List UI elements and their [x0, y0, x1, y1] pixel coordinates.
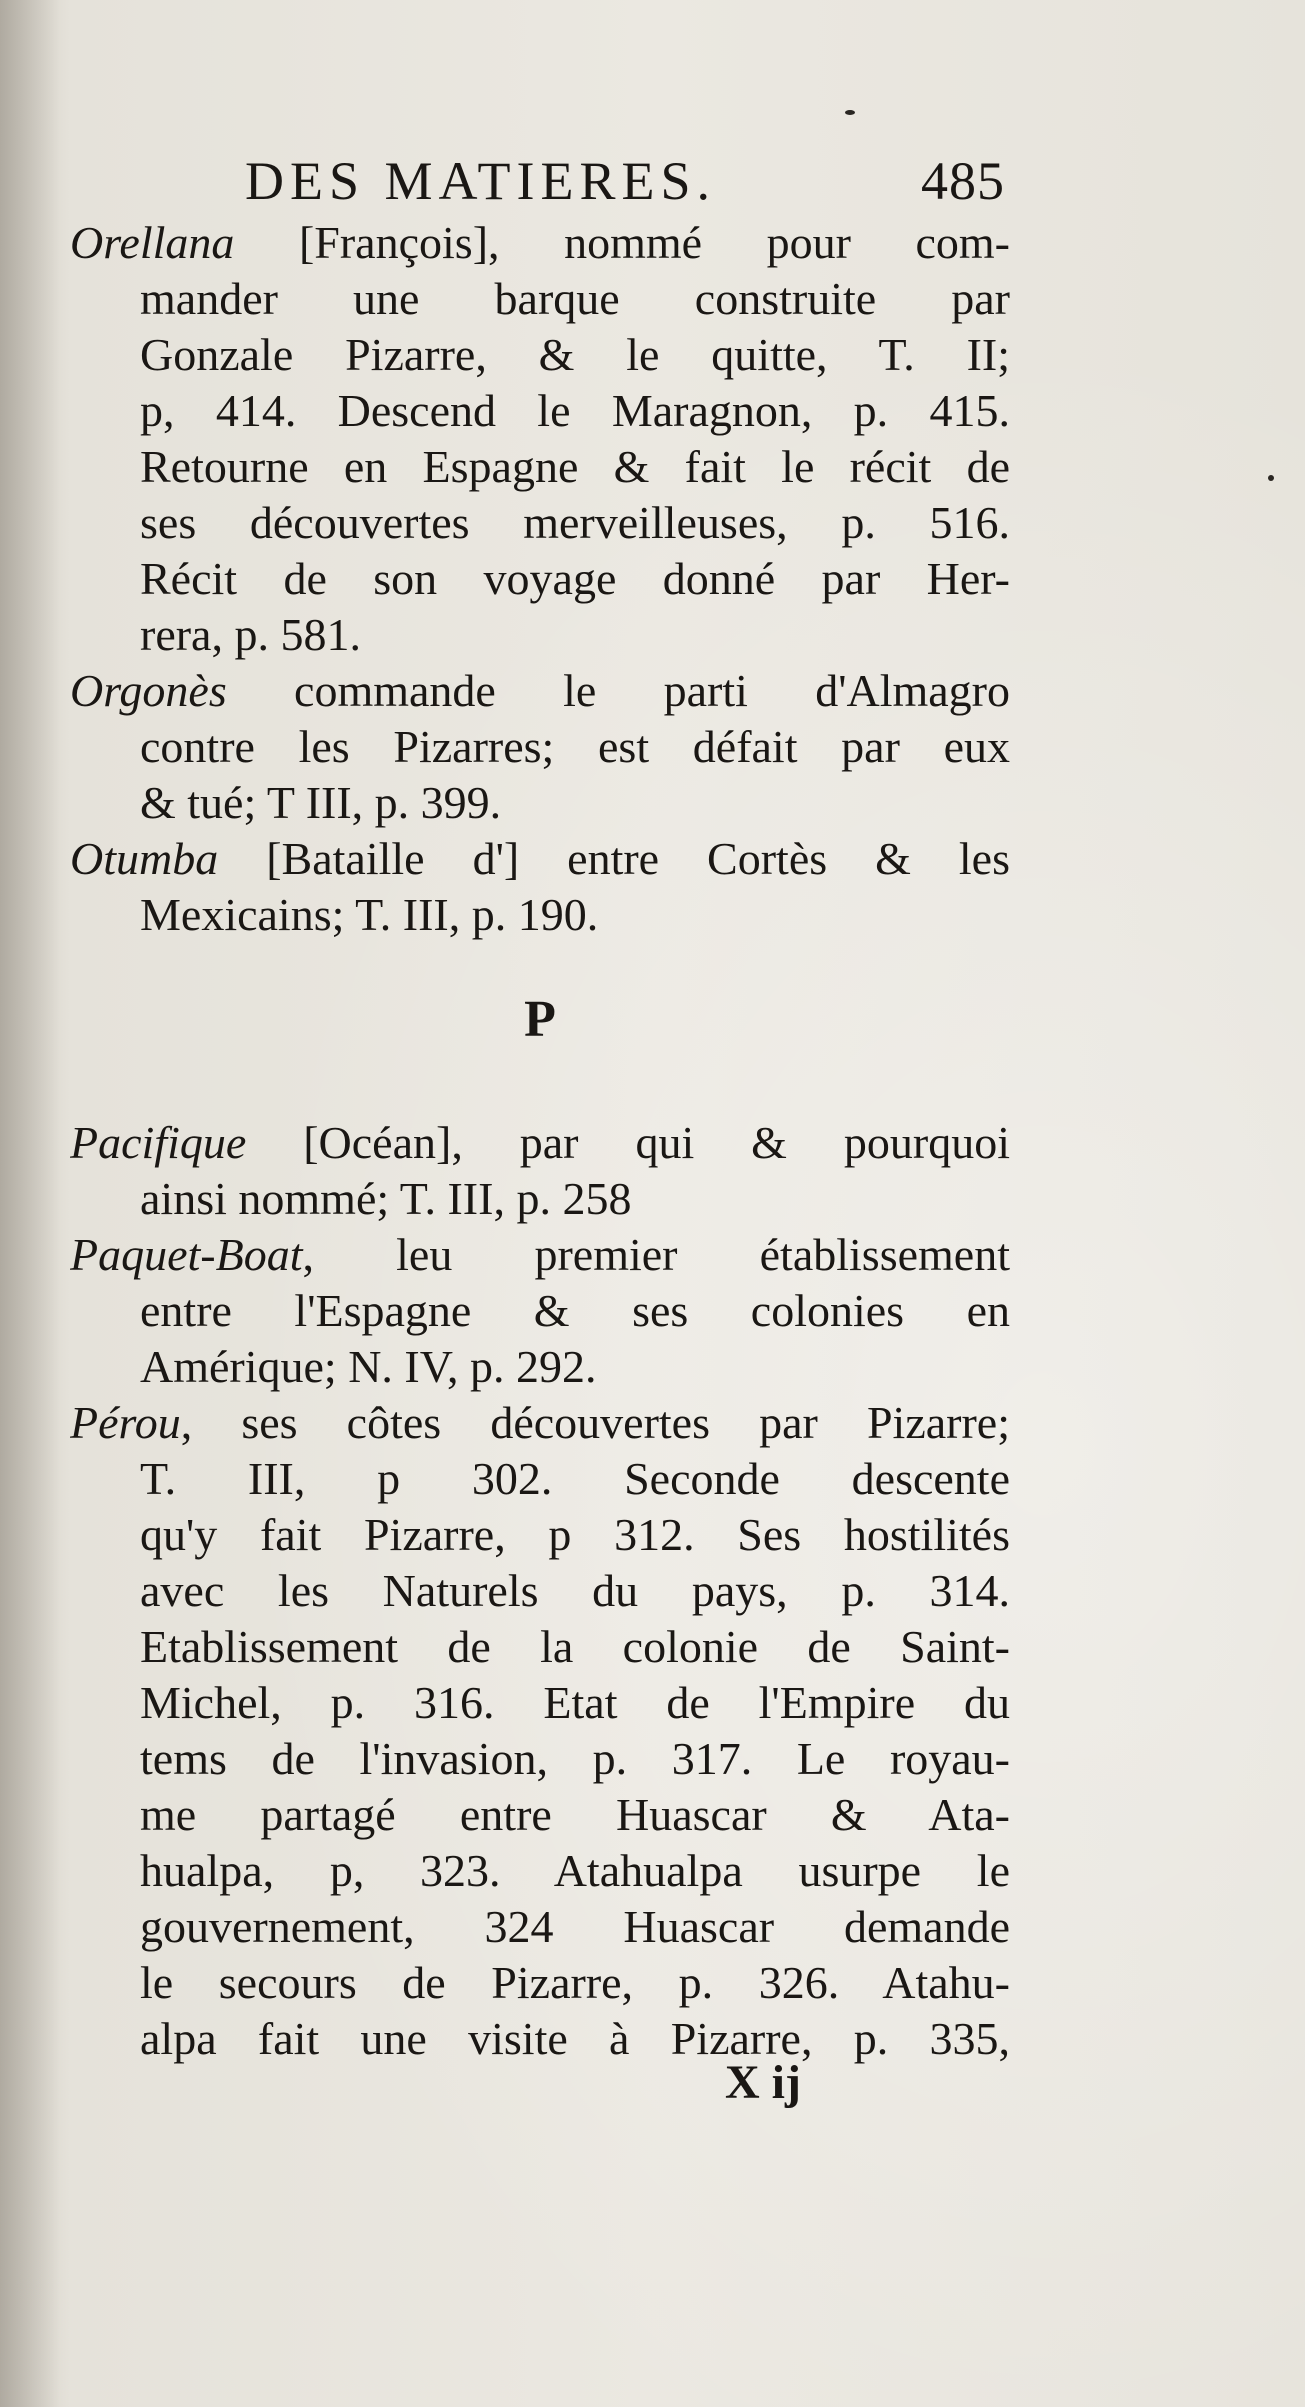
entry-headword: Paquet-Boat: [70, 1229, 303, 1280]
index-entry-line: Amérique; N. IV, p. 292.: [140, 1341, 597, 1392]
gutter-shadow: [0, 0, 60, 2407]
index-entry-line: Mexicains; T. III, p. 190.: [140, 889, 599, 940]
index-entry-line: le secours de Pizarre, p. 326. Atahu-: [140, 1957, 1010, 2008]
index-entry-line: p, 414. Descend le Maragnon, p. 415.: [140, 385, 1010, 436]
index-entry-line: rera, p. 581.: [140, 609, 361, 660]
running-head: [245, 150, 1005, 220]
index-entry-line: Paquet-Boat, leu premier établissement: [70, 1229, 1010, 1280]
index-entry-line: avec les Naturels du pays, p. 314.: [140, 1565, 1010, 1616]
ink-speck: [1268, 475, 1274, 481]
entry-headword: Otumba: [70, 833, 219, 884]
index-entry-line: Retourne en Espagne & fait le récit de: [140, 441, 1010, 492]
page-number: 485: [921, 151, 1005, 211]
index-block-o: [70, 215, 1010, 943]
running-head-title: DES MATIERES.: [245, 151, 717, 211]
index-entry-line: tems de l'invasion, p. 317. Le royau-: [140, 1733, 1010, 1784]
index-entry-line: Récit de son voyage donné par Her-: [140, 553, 1010, 604]
index-entry-line: contre les Pizarres; est défait par eux: [140, 721, 1010, 772]
index-entry-line: Etablissement de la colonie de Saint-: [140, 1621, 1010, 1672]
index-entry-line: Michel, p. 316. Etat de l'Empire du: [140, 1677, 1010, 1728]
index-entry-line: hualpa, p, 323. Atahualpa usurpe le: [140, 1845, 1010, 1896]
index-entry-line: Orgonès commande le parti d'Almagro: [70, 665, 1010, 716]
index-block-p: [70, 1115, 1010, 2067]
section-letter: P: [524, 991, 556, 1048]
entry-headword: Pérou: [70, 1397, 181, 1448]
index-entry-line: entre l'Espagne & ses colonies en: [140, 1285, 1010, 1336]
index-entry-line: Gonzale Pizarre, & le quitte, T. II;: [140, 329, 1010, 380]
index-entry-line: qu'y fait Pizarre, p 312. Ses hostilités: [140, 1509, 1010, 1560]
entry-headword: Orgonès: [70, 665, 227, 716]
index-entry-line: Pérou, ses côtes découvertes par Pizarre;: [70, 1397, 1010, 1448]
ink-speck: [845, 110, 855, 115]
index-entry-line: ainsi nommé; T. III, p. 258: [140, 1173, 632, 1224]
entry-headword: Orellana: [70, 217, 235, 268]
index-entry-line: ses découvertes merveilleuses, p. 516.: [140, 497, 1010, 548]
entry-headword: Pacifique: [70, 1117, 247, 1168]
signature-mark: X ij: [725, 2056, 801, 2109]
index-entry-line: me partagé entre Huascar & Ata-: [140, 1789, 1010, 1840]
index-entry-line: & tué; T III, p. 399.: [140, 777, 502, 828]
index-entry-line: Pacifique [Océan], par qui & pourquoi: [70, 1117, 1010, 1168]
index-entry-line: Otumba [Bataille d'] entre Cortès & les: [70, 833, 1010, 884]
index-entry-line: T. III, p 302. Seconde descente: [140, 1453, 1010, 1504]
index-entry-line: gouvernement, 324 Huascar demande: [140, 1901, 1010, 1952]
index-entry-line: Orellana [François], nommé pour com-: [70, 217, 1010, 268]
index-entry-line: mander une barque construite par: [140, 273, 1010, 324]
index-entry-line: alpa fait une visite à Pizarre, p. 335,: [140, 2013, 1010, 2064]
